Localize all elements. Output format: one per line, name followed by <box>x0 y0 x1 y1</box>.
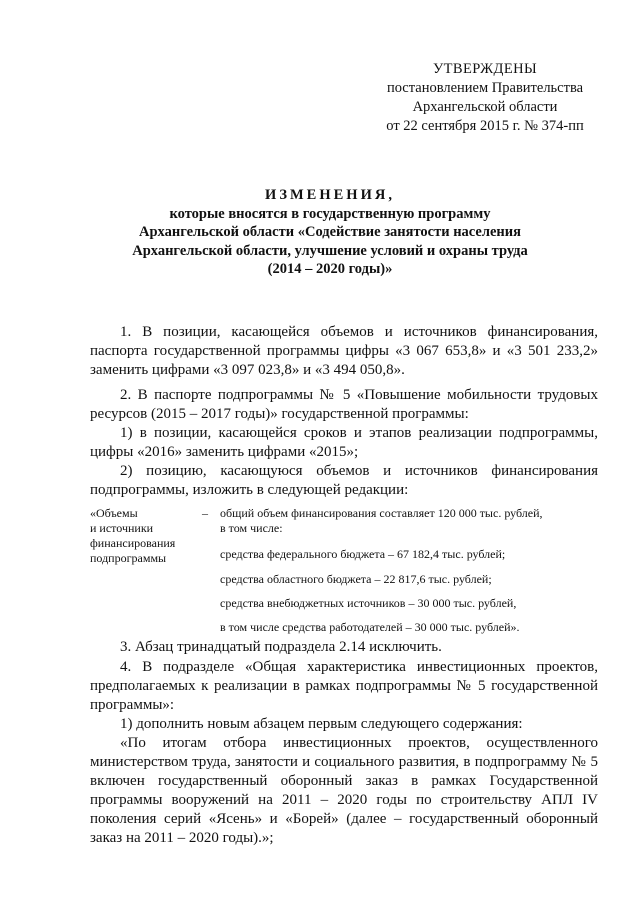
title-line-1: которые вносятся в государственную программу <box>169 205 491 222</box>
document-title <box>80 186 580 279</box>
funding-label-line: подпрограммы <box>90 551 167 565</box>
title-heading: ИЗМЕНЕНИЯ, <box>265 187 395 203</box>
funding-extrabudgetary: средства внебюджетных источников – 30 000 тыс. рублей, <box>220 596 517 610</box>
funding-label-line: «Объемы <box>90 506 138 520</box>
title-line-3: Архангельской области, улучшение условий и охраны труда <box>132 242 528 259</box>
funding-table-dash: – <box>202 506 208 520</box>
paragraph-2-item-1: 1) в позиции, касающейся сроков и этапов реализации подпрограммы, цифры «2016» заменить цифрами «2015»; <box>90 425 598 460</box>
approval-line-1: постановлением Правительства <box>386 80 584 96</box>
funding-including: в том числе: <box>220 521 283 535</box>
funding-employers: в том числе средства работодателей – 30 000 тыс. рублей». <box>220 620 520 634</box>
approval-line-2: Архангельской области <box>412 99 558 115</box>
paragraph-4-quote: «По итогам отбора инвестиционных проектов, осуществленного министерством труда, занятости и социального развития, в подпрограмму № 5 включен государственный оборонный заказ в рамках Государственной программы вооружений на 2011 – 2020 годы по строительству АПЛ IV поколения серий «Ясень» и «Борей» (далее – государственный оборонный заказ на 2011 – 2020 годы).»; <box>90 735 598 846</box>
paragraph-4: 4. В подразделе «Общая характеристика инвестиционных проектов, предполагаемых к реализации в рамках подпрограммы № 5 государственной программы»: <box>90 659 598 713</box>
funding-label-line: финансирования <box>90 536 176 550</box>
title-line-4: (2014 – 2020 годы)» <box>267 261 393 277</box>
paragraph-2: 2. В паспорте подпрограммы № 5 «Повышение мобильности трудовых ресурсов (2015 – 2017 годы)» государственной программы: <box>90 387 598 422</box>
funding-table-label <box>90 506 195 566</box>
funding-federal: средства федерального бюджета – 67 182,4 тыс. рублей; <box>220 547 506 561</box>
paragraph-2-item-2: 2) позицию, касающуюся объемов и источников финансирования подпрограммы, изложить в следующей редакции: <box>90 463 598 498</box>
approval-block <box>360 60 610 136</box>
funding-table-values <box>220 506 600 635</box>
paragraph-3: 3. Абзац тринадцатый подраздела 2.14 исключить. <box>120 639 442 655</box>
approval-line-3: от 22 сентября 2015 г. № 374-пп <box>386 118 584 134</box>
funding-total: общий объем финансирования составляет 120 000 тыс. рублей, <box>220 506 543 520</box>
funding-label-line: и источники <box>90 521 154 535</box>
paragraph-4-item-1: 1) дополнить новым абзацем первым следующего содержания: <box>120 716 523 732</box>
approval-heading: УТВЕРЖДЕНЫ <box>432 61 538 77</box>
funding-regional: средства областного бюджета – 22 817,6 тыс. рублей; <box>220 572 492 586</box>
title-line-2: Архангельской области «Содействие занятости населения <box>139 224 521 240</box>
paragraph-1: 1. В позиции, касающейся объемов и источников финансирования, паспорта государственной программы цифры «3 067 653,8» и «3 501 233,2» заменить цифрами «3 097 023,8» и «3 494 050,8». <box>90 324 598 378</box>
